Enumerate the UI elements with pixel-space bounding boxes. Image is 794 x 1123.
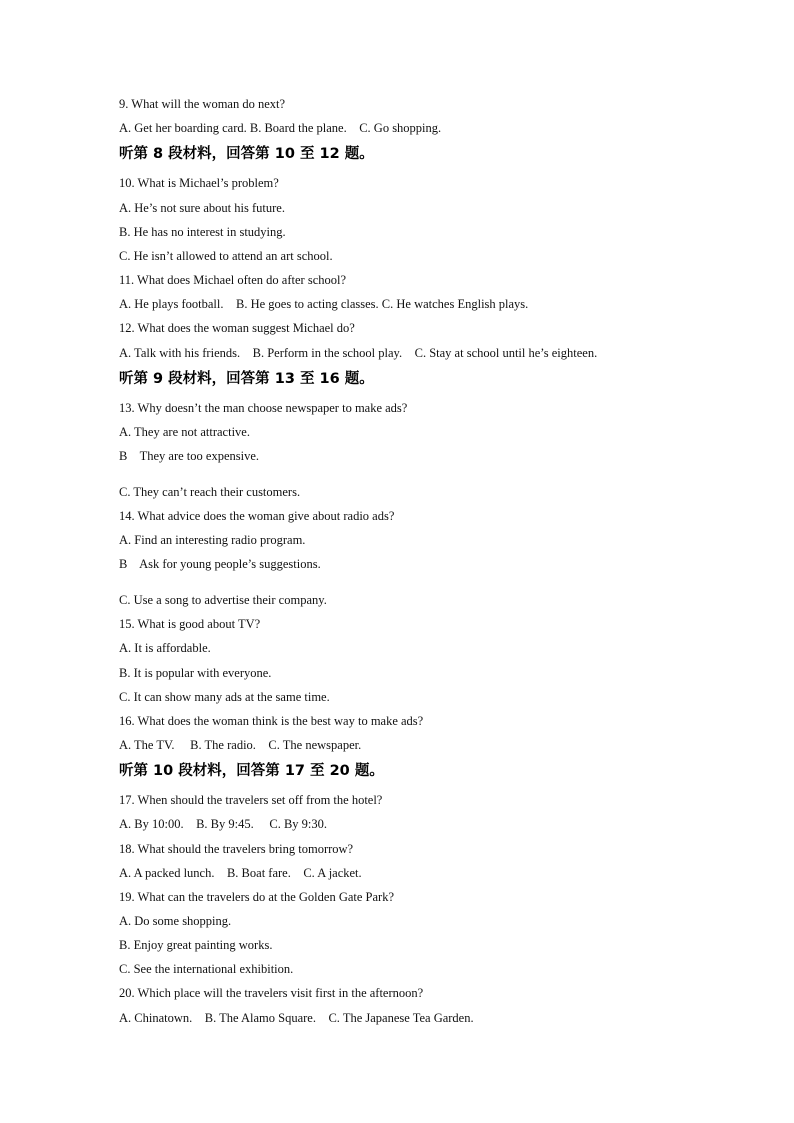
question-text: 17. When should the travelers set off from the hotel? <box>119 793 383 807</box>
question-text: 13. Why doesn’t the man choose newspaper to make ads? <box>119 401 408 415</box>
section-heading: 听第 8 段材料，回答第 10 至 12 题。 <box>119 146 374 162</box>
answer-options: C. Use a song to advertise their company. <box>119 593 327 607</box>
answer-options: A. Talk with his friends. B. Perform in the school play. C. Stay at school until he’s eighteen. <box>119 346 598 360</box>
question-text: 9. What will the woman do next? <box>119 97 286 111</box>
answer-options: C. He isn’t allowed to attend an art school. <box>119 249 333 263</box>
section-heading: 听第 9 段材料，回答第 13 至 16 题。 <box>119 371 374 387</box>
question-text: 16. What does the woman think is the best way to make ads? <box>119 714 424 728</box>
answer-options: C. They can’t reach their customers. <box>119 485 301 499</box>
question-text: 15. What is good about TV? <box>119 617 261 631</box>
answer-options: B. Enjoy great painting works. <box>119 938 273 952</box>
answer-options: A. Find an interesting radio program. <box>119 533 306 547</box>
question-text: 20. Which place will the travelers visit first in the afternoon? <box>119 986 424 1000</box>
answer-options: B. It is popular with everyone. <box>119 666 272 680</box>
question-text: 12. What does the woman suggest Michael do? <box>119 321 355 335</box>
question-text: 11. What does Michael often do after school? <box>119 273 347 287</box>
answer-options: A. Chinatown. B. The Alamo Square. C. The Japanese Tea Garden. <box>119 1011 474 1025</box>
answer-options: A. By 10:00. B. By 9:45. C. By 9:30. <box>119 817 328 831</box>
answer-options: B They are too expensive. <box>119 449 260 463</box>
answer-options: A. A packed lunch. B. Boat fare. C. A jacket. <box>119 866 362 880</box>
answer-options: A. The TV. B. The radio. C. The newspaper. <box>119 738 362 752</box>
question-text: 14. What advice does the woman give about radio ads? <box>119 509 395 523</box>
answer-options: B. He has no interest in studying. <box>119 225 286 239</box>
answer-options: A. Get her boarding card. B. Board the plane. C. Go shopping. <box>119 121 442 135</box>
answer-options: A. They are not attractive. <box>119 425 250 439</box>
question-text: 18. What should the travelers bring tomorrow? <box>119 842 354 856</box>
question-text: 10. What is Michael’s problem? <box>119 176 279 190</box>
answer-options: A. He’s not sure about his future. <box>119 201 285 215</box>
answer-options: C. It can show many ads at the same time. <box>119 690 330 704</box>
answer-options: A. It is affordable. <box>119 641 211 655</box>
answer-options: C. See the international exhibition. <box>119 962 294 976</box>
question-text: 19. What can the travelers do at the Golden Gate Park? <box>119 890 395 904</box>
section-heading: 听第 10 段材料，回答第 17 至 20 题。 <box>119 763 384 779</box>
answer-options: B Ask for young people’s suggestions. <box>119 557 321 571</box>
answer-options: A. Do some shopping. <box>119 914 232 928</box>
answer-options: A. He plays football. B. He goes to acting classes. C. He watches English plays. <box>119 297 529 311</box>
